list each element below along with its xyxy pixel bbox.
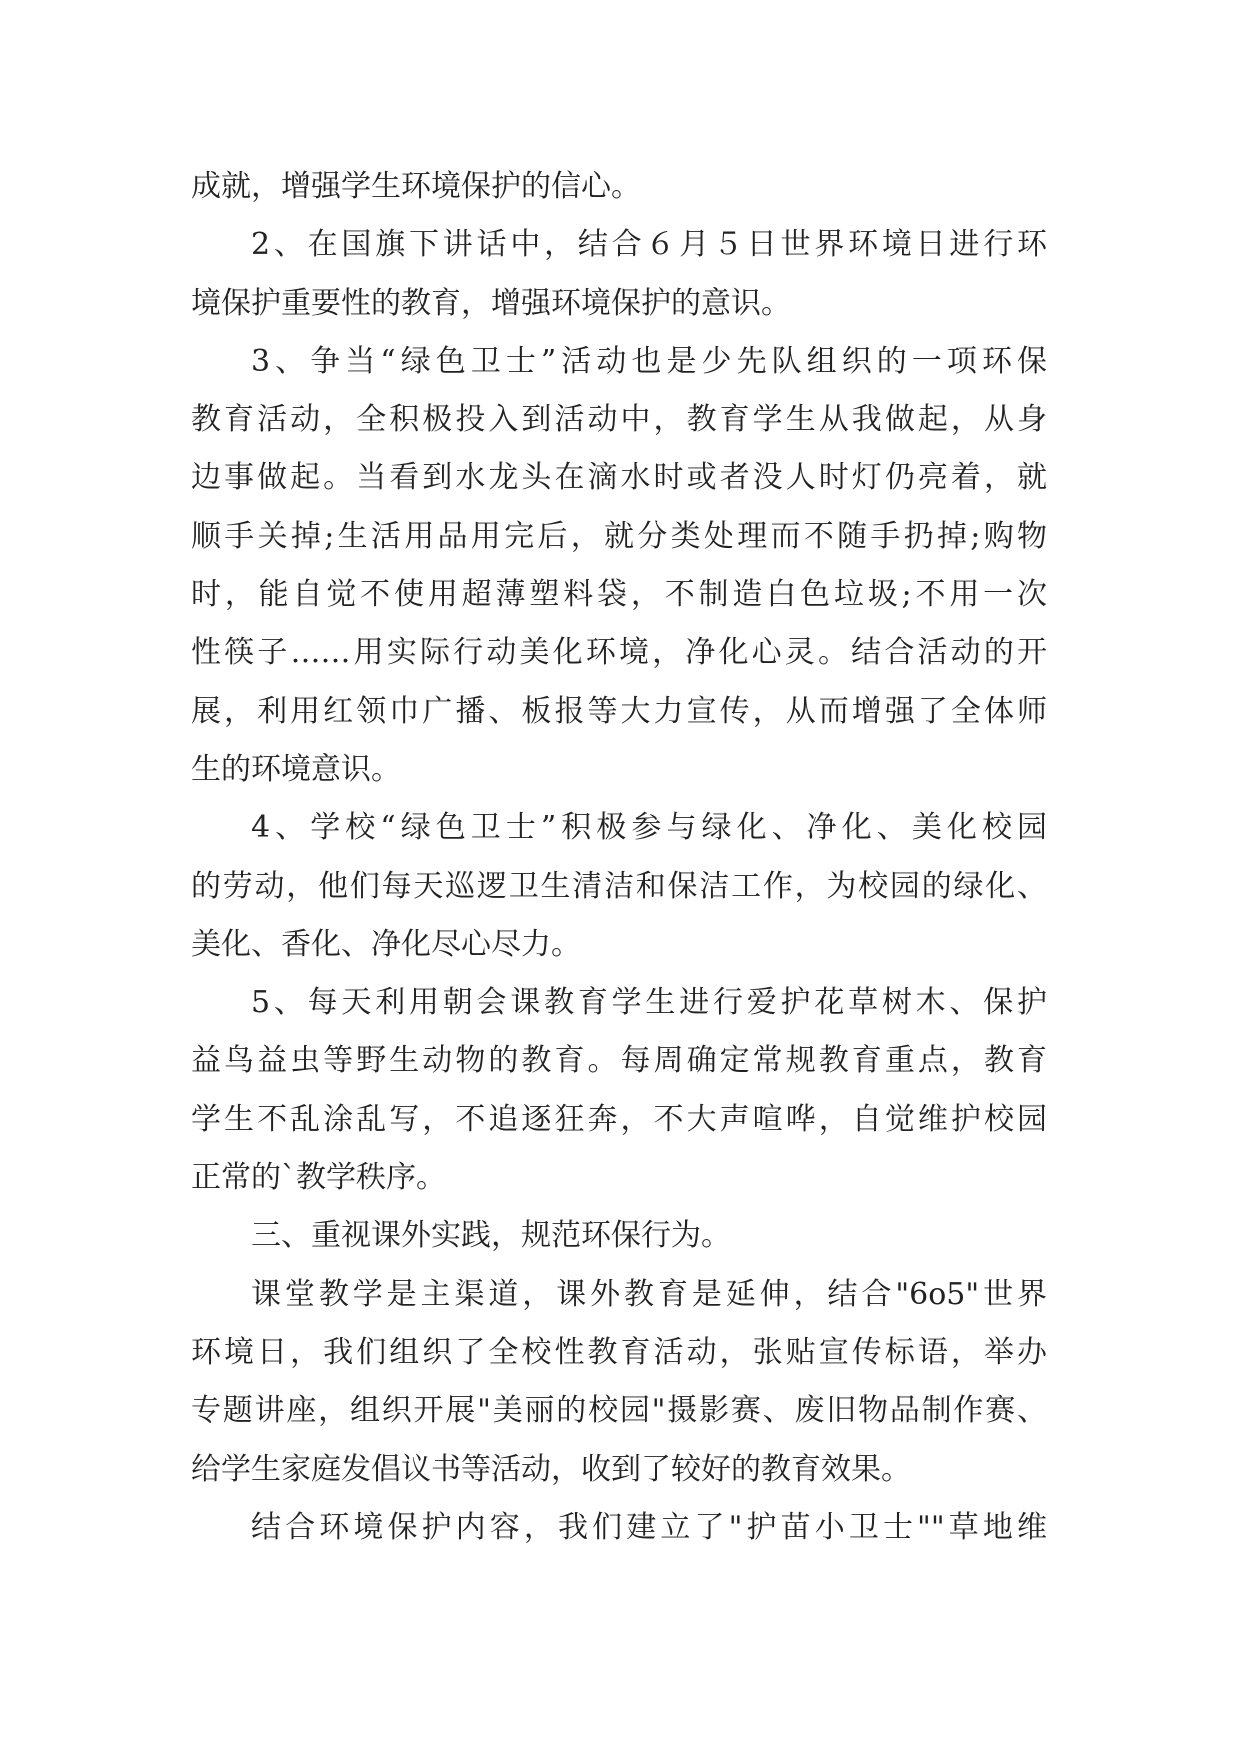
text-line: 美化、香化、净化尽心尽力。 bbox=[191, 926, 581, 962]
paragraph-first-line: 3、争当“绿色卫士”活动也是少先队组织的一项环保 bbox=[251, 343, 1047, 379]
paragraph-first-line: 课堂教学是主渠道，课外教育是延伸，结合"6o5"世界 bbox=[251, 1276, 1047, 1312]
text-line: 顺手关掉;生活用品用完后，就分类处理而不随手扔掉;购物 bbox=[191, 518, 1047, 554]
body-text bbox=[191, 158, 1047, 1557]
text-line: 性筷子……用实际行动美化环境，净化心灵。结合活动的开 bbox=[191, 635, 1047, 671]
text-line: 专题讲座，组织开展"美丽的校园"摄影赛、废旧物品制作赛、 bbox=[191, 1393, 1047, 1429]
text-line: 成就，增强学生环境保护的信心。 bbox=[191, 169, 641, 204]
text-line: 环境日，我们组织了全校性教育活动，张贴宣传标语，举办 bbox=[191, 1334, 1047, 1370]
text-line: 展，利用红领巾广播、板报等大力宣传，从而增强了全体师 bbox=[191, 693, 1047, 729]
text-line: 给学生家庭发倡议书等活动，收到了较好的教育效果。 bbox=[191, 1451, 911, 1487]
text-line: 生的环境意识。 bbox=[191, 751, 401, 787]
text-line: 边事做起。当看到水龙头在滴水时或者没人时灯仍亮着，就 bbox=[191, 460, 1047, 496]
paragraph-first-line: 4、学校“绿色卫士”积极参与绿化、净化、美化校园 bbox=[251, 810, 1047, 846]
paragraph-first-line: 5、每天利用朝会课教育学生进行爱护花草树木、保护 bbox=[251, 985, 1047, 1021]
text-line: 境保护重要性的教育，增强环境保护的意识。 bbox=[191, 285, 791, 321]
text-line: 的劳动，他们每天巡逻卫生清洁和保洁工作，为校园的绿化、 bbox=[191, 868, 1047, 904]
text-line: 益鸟益虫等野生动物的教育。每周确定常规教育重点，教育 bbox=[191, 1043, 1047, 1079]
paragraph-first-line: 结合环境保护内容，我们建立了"护苗小卫士""草地维 bbox=[251, 1509, 1047, 1545]
text-line: 教育活动，全积极投入到活动中，教育学生从我做起，从身 bbox=[191, 402, 1047, 438]
text-line: 时，能自觉不使用超薄塑料袋，不制造白色垃圾;不用一次 bbox=[191, 577, 1047, 613]
text-line: 学生不乱涂乱写，不追逐狂奔，不大声喧哗，自觉维护校园 bbox=[191, 1101, 1047, 1137]
section-heading: 三、重视课外实践，规范环保行为。 bbox=[251, 1218, 731, 1254]
paragraph-first-line: 2、在国旗下讲话中，结合６月５日世界环境日进行环 bbox=[251, 227, 1047, 263]
text-line: 正常的`教学秩序。 bbox=[191, 1160, 446, 1196]
